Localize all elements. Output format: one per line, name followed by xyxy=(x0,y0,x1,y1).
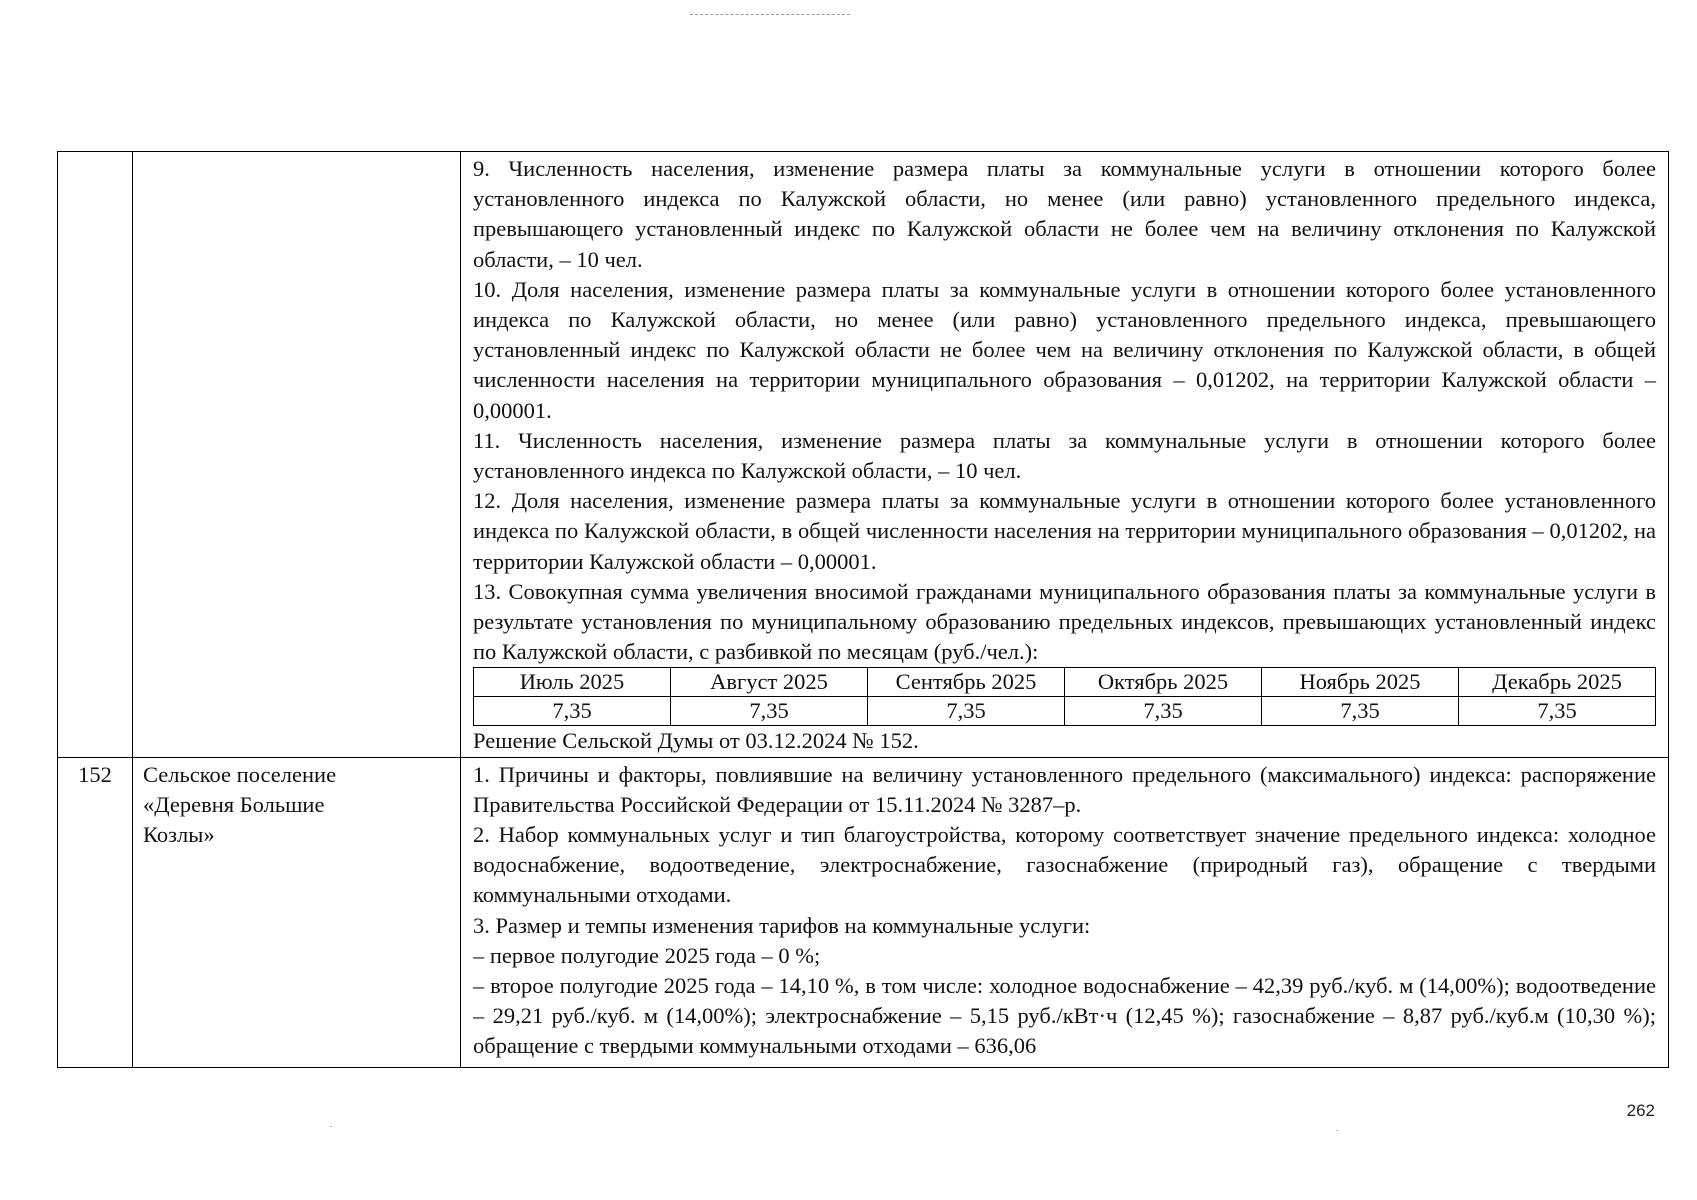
month-header: Июль 2025 xyxy=(474,668,671,697)
municipality-name-line: Козлы» xyxy=(143,822,215,848)
month-header: Сентябрь 2025 xyxy=(868,668,1065,697)
month-value: 7,35 xyxy=(1262,697,1459,726)
month-value: 7,35 xyxy=(671,697,868,726)
paragraph-item-10: 10. Доля населения, изменение размера платы за коммунальные услуги в отношении которого более установленного индекса по Калужской области, но менее (или равно) установленного предельного индекса, превышающего установленный индекс по Калужской области не более чем на величину отклонения по Калужской области, в общей численности населения на территории муниципального образования – 0,01202, на территории Калужской области – 0,00001. xyxy=(473,276,1656,423)
month-header: Август 2025 xyxy=(671,668,868,697)
month-header: Ноябрь 2025 xyxy=(1262,668,1459,697)
scan-speck xyxy=(1336,1130,1338,1131)
tariff-second-half: – второе полугодие 2025 года – 14,10 %, в том числе: холодное водоснабжение – 42,39 руб./куб. м (14,00%); водоотведение – 29,21 руб./куб. м (14,00%); электроснабжение – 5,15 руб./кВт·ч (12,45 %); газоснабжение – 8,87 руб./куб.м (10,30 %); обращение с твердыми коммунальными отходами – 636,06 xyxy=(473,973,1656,1059)
monthly-payment-table xyxy=(473,667,1656,726)
tariff-index-table xyxy=(57,151,1669,1068)
paragraph-item-12: 12. Доля населения, изменение размера платы за коммунальные услуги в отношении которого более установленного индекса по Калужской области, в общей численности населения на территории муниципального образования – 0,01202, на территории Калужской области – 0,00001. xyxy=(473,488,1656,574)
scan-speck xyxy=(330,1126,332,1127)
month-header: Декабрь 2025 xyxy=(1459,668,1656,697)
table-row-152 xyxy=(58,757,1669,1067)
scan-artifact-line xyxy=(690,14,850,17)
paragraph-item-13: 13. Совокупная сумма увеличения вносимой гражданами муниципального образования платы за коммунальные услуги в результате установления по муниципальному образованию предельных индексов, превышающих установленный индекс по Калужской области, с разбивкой по месяцам (руб./чел.): xyxy=(473,578,1656,665)
page-number: 262 xyxy=(1626,1101,1655,1120)
month-header: Октябрь 2025 xyxy=(1065,668,1262,697)
month-value: 7,35 xyxy=(868,697,1065,726)
row-number-cell xyxy=(58,152,133,758)
month-value: 7,35 xyxy=(1459,697,1656,726)
municipality-name-line: Сельское поселение xyxy=(143,761,337,787)
month-value: 7,35 xyxy=(474,697,671,726)
paragraph-item-11: 11. Численность населения, изменение размера платы за коммунальные услуги в отношении которого более установленного индекса по Калужской области, – 10 чел. xyxy=(473,427,1656,484)
month-header-row xyxy=(474,668,1656,697)
decision-reference: Решение Сельской Думы от 03.12.2024 № 152. xyxy=(473,728,919,754)
paragraph-item-9: 9. Численность населения, изменение размера платы за коммунальные услуги в отношении которого более установленного индекса по Калужской области, но менее (или равно) установленного предельного индекса, превышающего установленный индекс по Калужской области не более чем на величину отклонения по Калужской области, – 10 чел. xyxy=(473,156,1656,272)
municipality-name-cell xyxy=(133,152,461,758)
row-number-cell: 152 xyxy=(58,757,133,1067)
tariff-first-half: – первое полугодие 2025 года – 0 %; xyxy=(473,942,821,968)
paragraph-item-3: 3. Размер и темпы изменения тарифов на коммунальные услуги: xyxy=(473,912,1091,938)
municipality-name-line: «Деревня Большие xyxy=(143,791,325,817)
description-cell xyxy=(461,757,1669,1067)
description-clip xyxy=(473,760,1656,1065)
table-row-continued xyxy=(58,152,1669,758)
paragraph-item-1: 1. Причины и факторы, повлиявшие на величину установленного предельного (максимального) индекса: распоряжение Правительства Российской Федерации от 15.11.2024 № 3287–р. xyxy=(473,761,1656,817)
description-cell xyxy=(461,152,1669,758)
paragraph-item-2: 2. Набор коммунальных услуг и тип благоустройства, которому соответствует значение предельного индекса: холодное водоснабжение, водоотведение, электроснабжение, газоснабжение (природный газ), обращение с твердыми коммунальными отходами. xyxy=(473,822,1656,908)
municipality-name-cell xyxy=(133,757,461,1067)
month-value: 7,35 xyxy=(1065,697,1262,726)
month-value-row xyxy=(474,697,1656,726)
